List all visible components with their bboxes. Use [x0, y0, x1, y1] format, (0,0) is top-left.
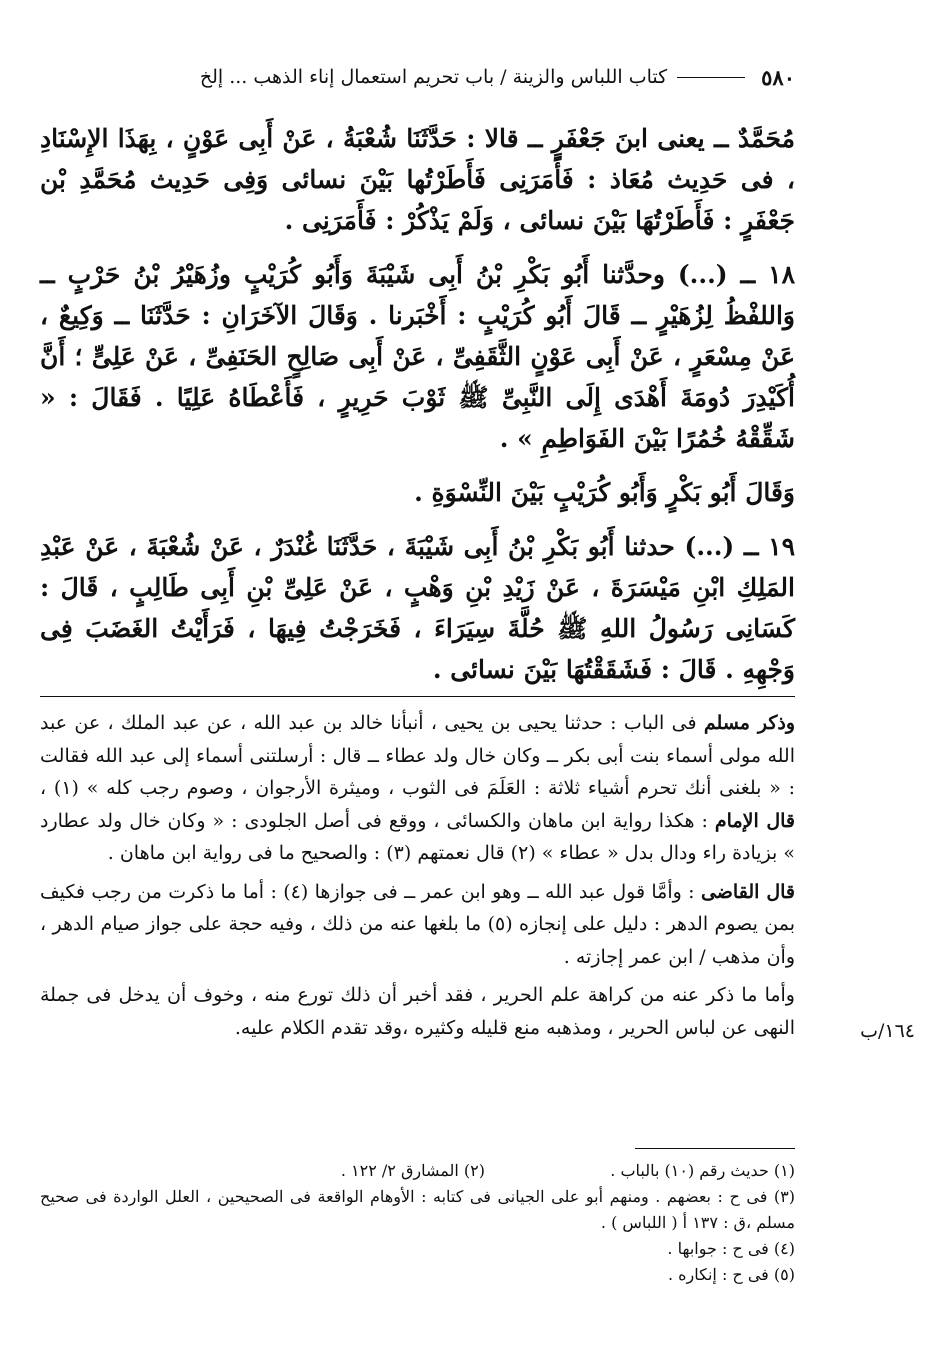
running-header	[40, 62, 795, 92]
manuscript-folio-marker: ١٦٤/ب	[860, 1020, 915, 1042]
speaker-label: وذكر مسلم	[703, 712, 796, 734]
commentary-text-run: : وأمَّا قول عبد الله ــ وهو ابن عمر ــ فى جوازها (٤) : أما ما ذكرت من رجب فكيف بمن يصوم الدهر : دليل على إنجازه (٥) ما بلغها عنه من ذلك ، وفيه حجة على جواز صيام الدهر ، وأن مذهب / ابن عمر إجازته .	[40, 880, 795, 968]
commentary-text-run: : هكذا رواية ابن ماهان والكسائى ، ووقع فى أصل الجلودى : « وكان خال ولد عطارد » بزيادة راء ودال بدل « عطاء » (٢) قال نعمتهم (٣) : والصحيح ما فى رواية ابن ماهان .	[40, 809, 795, 864]
footnote-5: (٥) فى ح : إنكاره .	[667, 1265, 795, 1284]
hadith-paragraph-1: مُحَمَّدٌ ــ يعنى ابنَ جَعْفَرٍ ــ قالا : حَدَّثَنَا شُعْبَةُ ، عَنْ أَبِى عَوْنٍ ، بِهَذَا الإِسْنَادِ ، فى حَدِيث مُعَاذ : فَأَمَرَنِى فَأَطَرْتُها بَيْنَ نسائى وَفِى حَدِيث مُحَمَّدِ بْن جَعْفَرٍ : فَأَطَرْتُهَا بَيْنَ نسائى ، وَلَمْ يَذْكُرْ : فَأَمَرَنِى .	[40, 124, 795, 235]
commentary-paragraph-1	[40, 707, 795, 870]
commentary-text-run: فى الباب : حدثنا يحيى بن يحيى ، أنبأنا خالد بن عبد الله ، عن عبد الملك ، عن عبد الله مولى أسماء بنت أبى بكر ــ وكان خال ولد عطاء ــ قال : أرسلتنى أسماء إلى عبد الله فقالت : « بلغنى أنك تحرم أشياء ثلاثة : العَلَمَ فى الثوب ، وميثرة الأرجوان ، وصوم رجب كله » (١) ،	[40, 712, 795, 799]
footnote-2: (٢) المشارق ٢/ ١٢٢ .	[340, 1161, 485, 1180]
speaker-label: قال القاضى	[700, 880, 796, 903]
hadith-paragraph-2: ١٨ ــ (...) وحدَّثنا أَبُو بَكْرِ بْنُ أَبِى شَيْبَةَ وَأَبُو كُرَيْبٍ وزُهَيْرُ بْنُ حَرْبٍ ــ وَاللفْظُ لِزُهَيْرٍ ــ قَالَ أَبُو كُرَيْبٍ : أَخْبَرنا . وَقَالَ الآخَرَانِ : حَدَّثَنَا ــ وَكِيعٌ ، عَنْ مِسْعَرٍ ، عَنْ أَبِى عَوْنٍ الثَّقَفِىِّ ، عَنْ أَبِى صَالِحٍ الحَنَفِىِّ ، عَنْ عَلِىٍّ ؛ أَنَّ أُكَيْدِرَ دُومَةَ أَهْدَى إِلَى النَّبِىِّ ﷺ ثَوْبَ حَرِيرٍ ، فَأَعْطَاهُ عَلِيًا . فَقَالَ : « شَقِّقْهُ خُمُرًا بَيْنَ الفَوَاطِمِ » .	[40, 260, 795, 453]
footnote-4: (٤) فى ح : جوابها .	[667, 1239, 795, 1258]
commentary-paragraph-2	[40, 876, 795, 974]
hadith-text	[40, 118, 795, 690]
running-title: كتاب اللباس والزينة / باب تحريم استعمال إناء الذهب ... إلخ	[199, 66, 668, 88]
section-divider	[40, 696, 795, 697]
hadith-paragraph-4: ١٩ ــ (...) حدثنا أَبُو بَكْرِ بْنُ أَبِى شَيْبَةَ ، حَدَّثَنَا غُنْدَرٌ ، عَنْ شُعْبَةَ ، عَنْ عَبْدِ المَلِكِ ابْنِ مَيْسَرَةَ ، عَنْ زَيْدِ بْنِ وَهْبٍ ، عَنْ عَلِىِّ بْنِ أَبِى طَالِبٍ ، قَالَ : كَسَانِى رَسُولُ اللهِ ﷺ حُلَّةَ سِيَرَاءَ ، فَخَرَجْتُ فِيهَا ، فَرَأَيْتُ الغَضَبَ فِى وَجْهِهِ . قَالَ : فَشَقَقْتُهَا بَيْنَ نسائى .	[40, 532, 795, 684]
footnote-1: (١) حديث رقم (١٠) بالباب .	[610, 1161, 795, 1180]
footnote-row	[40, 1158, 795, 1184]
hadith-paragraph-3: وَقَالَ أَبُو بَكْرٍ وَأَبُو كُرَيْبٍ بَيْنَ النِّسْوَةِ .	[414, 478, 795, 507]
footnote-divider	[635, 1148, 795, 1149]
footnote-3: (٣) فى ح : بعضهم . ومنهم أبو على الجيانى فى كتابه : الأوهام الواقعة فى الصحيحين ، العلل الواردة فى صحيح مسلم ،ق : ١٣٧ أ ( اللباس ) .	[40, 1187, 795, 1232]
commentary-text	[40, 707, 795, 1044]
page-number: ٥٨٠	[761, 64, 795, 90]
commentary-paragraph-3: وأما ما ذكر عنه من كراهة علم الحرير ، فقد أخبر أن ذلك تورع منه ، وخوف أن يدخل فى جملة النهى عن لباس الحرير ، ومذهبه منع قليله وكثيره ،وقد تقدم الكلام عليه.	[40, 984, 795, 1039]
speaker-label: قال الإمام	[714, 809, 795, 832]
footnotes	[40, 1158, 795, 1288]
header-rule	[677, 77, 745, 78]
